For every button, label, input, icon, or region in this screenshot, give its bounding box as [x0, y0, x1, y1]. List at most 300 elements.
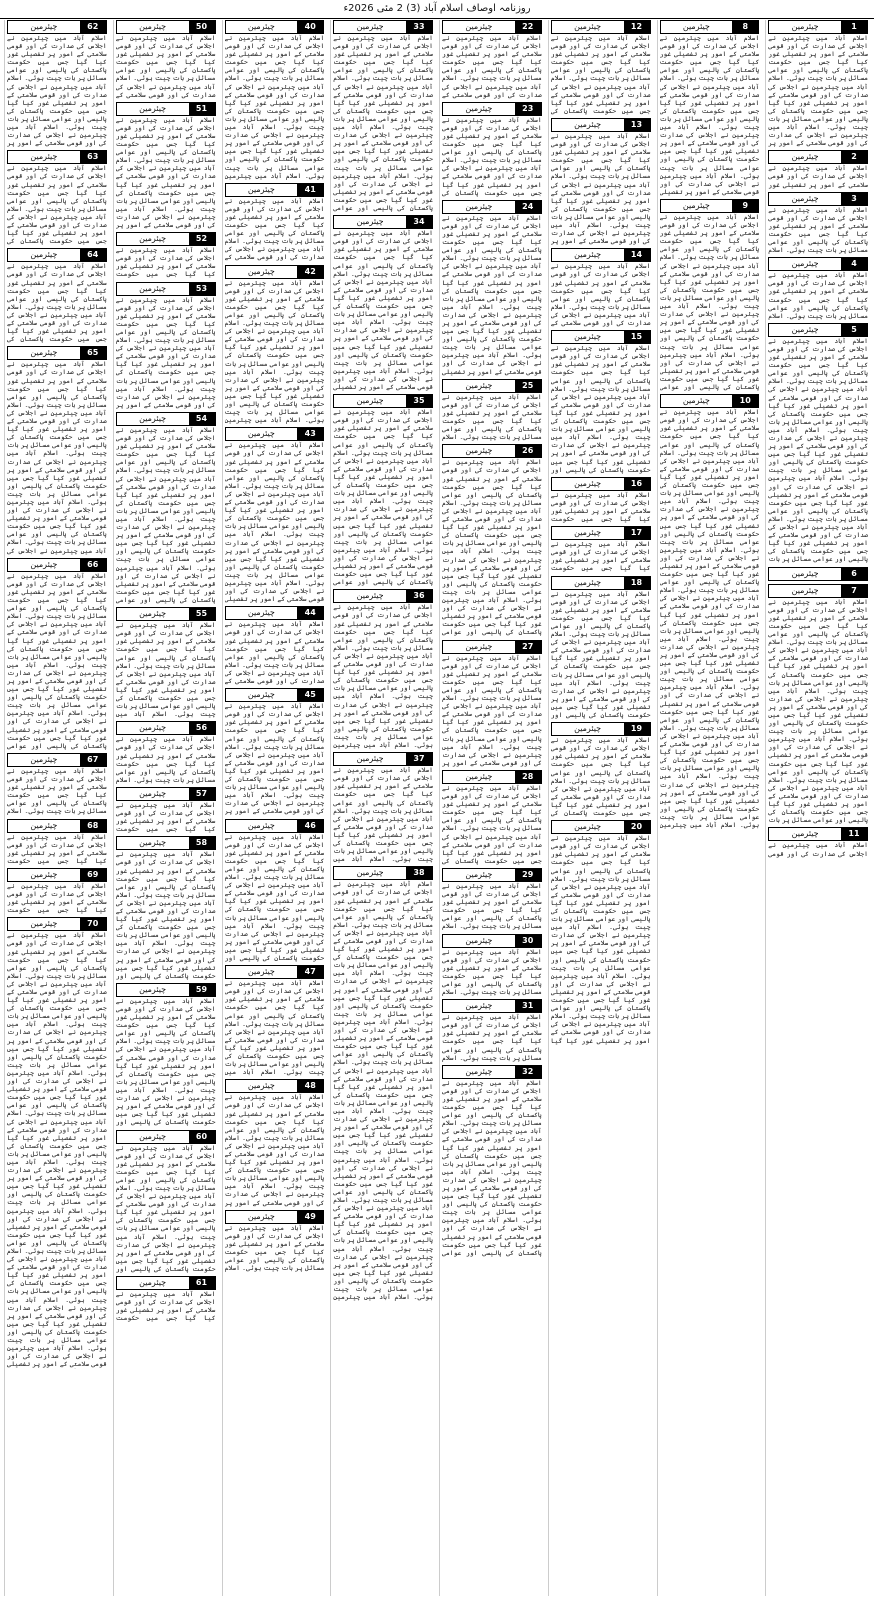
article-number: 3 — [841, 193, 867, 205]
article-item — [225, 965, 325, 1076]
article-item — [442, 999, 542, 1062]
article-label: چیئرمین — [8, 151, 80, 163]
article-header — [768, 150, 868, 164]
article-item — [7, 346, 107, 554]
article-body: اسلام آباد میں چیئرمین نے اجلاس کی صدارت کی اور قومی سلامتی کے امور پر تفصیلی غور کیا گیا جس میں حکومت — [7, 881, 107, 915]
article-number: 68 — [80, 820, 106, 832]
article-item — [225, 183, 325, 262]
article-item — [442, 102, 542, 197]
article-body: اسلام آباد میں چیئرمین نے اجلاس کی صدارت کی اور قومی سلامتی کے امور پر تفصیلی غور کیا گیا جس میں حکومت پاکستان کی پالیسی اور عوامی مسائل پر بات چیت ہوئی۔ اسلام آباد میں چیئرمین نے اجلاس کی صدارت کی اور قومی سلامتی کے امور پر تفصیلی غور کیا گیا جس میں حکومت پاکستان کی — [550, 34, 651, 115]
article-body: اسلام آباد میں چیئرمین نے اجلاس کی صدارت کی اور قومی سلامتی کے امور پر تفصیلی غور کیا گیا جس میں حکومت پاکستان کی پالیسی اور عوامی مسائل پر بات چیت ہوئی۔ اسلام آباد میں چیئرمین نے اجلاس کی صدارت کی اور قومی سلامتی کے امور پر تفصیلی غور کیا گیا جس میں حکومت پاکستان کی پالیسی اور عوامی مسائل پر بات چیت ہوئی۔ اسلام آباد میں چیئرمین نے اجلاس کی صدارت کی اور قومی سلامتی کے امور پر — [550, 132, 651, 246]
article-header — [551, 820, 651, 834]
article-label: چیئرمین — [769, 324, 841, 336]
article-number: 17 — [624, 527, 650, 539]
article-item — [551, 722, 651, 817]
article-header — [442, 20, 542, 34]
article-label: چیئرمین — [334, 867, 406, 879]
article-number: 56 — [189, 722, 215, 734]
article-header — [768, 192, 868, 206]
column-8 — [4, 20, 109, 1596]
article-body: اسلام آباد میں چیئرمین نے اجلاس کی صدارت کی اور قومی سلامتی کے امور پر تفصیلی غور کیا گیا جس میں حکومت پاکستان کی پالیسی اور عوامی مسائل پر بات چیت ہوئی۔ اسلام — [7, 766, 107, 816]
article-body: اسلام آباد میں چیئرمین نے اجلاس کی صدارت کی اور قومی سلامتی کے امور پر تفصیلی غور کیا گیا جس میں حکومت پاکستان کی پالیسی اور عوامی مسائل پر بات چیت ہوئی۔ اسلام آباد میں چیئرمین نے اجلاس کی صدارت کی اور قومی سلامتی کے امور پر تفصیلی غور کیا گیا جس میں حکومت پاکستان کی پالیسی اور عوامی مسائل پر بات چیت ہوئی۔ اسلام آباد میں — [224, 979, 325, 1077]
article-label: چیئرمین — [443, 201, 515, 213]
article-body: اسلام آباد میں چیئرمین نے اجلاس کی صدارت کی اور قومی سلامتی کے امور پر تفصیلی غور کیا گیا جس میں حکومت پاکستان کی پالیسی اور عوامی مسائل پر بات چیت ہوئی۔ اسلام — [442, 392, 542, 442]
article-label: چیئرمین — [443, 103, 515, 115]
article-body: اسلام آباد میں چیئرمین نے اجلاس کی صدارت کی اور قومی سلامتی کے امور پر تفصیلی غور کیا گیا جس میں حکومت پاکستان کی پالیسی اور عوامی مسائل پر بات چیت ہوئی۔ اسلام — [768, 271, 868, 320]
article-header — [551, 248, 651, 262]
article-header — [442, 999, 542, 1013]
article-header — [116, 721, 216, 735]
article-item — [551, 248, 651, 327]
article-label: چیئرمین — [334, 395, 406, 407]
article-item — [116, 836, 216, 980]
article-header — [7, 753, 107, 767]
article-number: 15 — [624, 331, 650, 343]
article-item — [116, 412, 216, 604]
article-number: 62 — [80, 21, 106, 33]
article-item — [333, 20, 433, 212]
article-label: چیئرمین — [552, 249, 624, 261]
masthead: روزنامہ اوصاف اسلام آباد (3) 2 مئی 2026ء — [0, 0, 874, 19]
article-item — [551, 20, 651, 115]
article-label: چیئرمین — [661, 395, 733, 407]
article-header — [551, 477, 651, 491]
article-item — [225, 265, 325, 425]
article-number: 18 — [624, 577, 650, 589]
article-header — [442, 379, 542, 393]
article-item — [116, 282, 216, 409]
article-item — [7, 248, 107, 343]
article-item — [116, 983, 216, 1127]
article-item — [442, 444, 542, 636]
article-header — [333, 866, 433, 880]
article-body: اسلام آباد میں چیئرمین نے اجلاس کی صدارت کی اور قومی سلامتی کے امور پر تفصیلی غور کیا گیا جس میں حکومت پاکستان کی پالیسی اور عوامی مسائل پر بات چیت ہوئی۔ اسلام — [442, 947, 542, 997]
article-body: اسلام آباد میں چیئرمین نے اجلاس کی صدارت کی اور قومی سلامتی کے امور پر تفصیلی غور کیا گیا جس میں حکومت پاکستان کی پالیسی اور عوامی مسائل پر بات چیت ہوئی۔ اسلام آباد میں چیئرمین نے اجلاس کی صدارت کی اور قومی سلامتی کے امور پر تفصیلی غور کیا گیا جس میں حکومت پاکستان کی پالیسی اور عوامی مسائل پر بات چیت ہوئی۔ اسلام آباد میں چیئرمین نے اجلاس کی صدارت کی اور قومی سلامتی کے امور پر تفصیلی غور کیا گیا جس میں حکومت پاکستان کی پالیسی اور — [224, 832, 325, 962]
article-body: اسلام آباد میں چیئرمین نے اجلاس کی صدارت کی اور قومی سلامتی کے امور پر تفصیلی غور کیا گیا جس میں حکومت پاکستان کی پالیسی اور عوامی مسائل پر بات چیت ہوئی۔ اسلام آباد میں چیئرمین نے اجلاس کی صدارت کی اور قومی سلامتی کے امور پر تفصیلی غور کیا گیا جس میں حکومت پاکستان کی پالیسی اور عوامی مسائل پر بات چیت ہوئی۔ اسلام آباد میں چیئرمین نے اجلاس کی صدارت کی اور قومی سلامتی کے امور پر تفصیلی غور کیا گیا جس میں حکومت پاکستان کی پالیسی اور عوامی مسائل پر بات چیت ہوئی۔ اسلام آباد میں چیئرمین نے اجلاس کی صدارت کی اور قومی سلامتی کے امور پر تفصیلی غور کیا گیا جس میں حکومت پاکستان کی پالیسی اور عوامی مسائل پر بات چیت ہوئی۔ اسلام آباد میں چیئرمین نے اجلاس کی صدارت کی اور قومی سلامتی کے امور پر تفصیلی غور کیا گیا جس میں حکومت پاکستان کی پالیسی اور عوامی مسائل پر بات چیت ہوئی۔ اسلام آباد میں چیئرمین نے اجلاس کی صدارت کی اور قومی سلامتی کے امور پر تفصیلی غور کیا گیا جس میں حکومت پاکستان کی پالیسی اور عوامی مسائل پر بات چیت ہوئی۔ اسلام آباد میں چیئرمین نے اجلاس کی صدارت کی اور قومی سلامتی کے امور پر تفصیلی غور کیا گیا جس میں حکومت پاکستان کی پالیسی اور عوامی مسائل پر بات چیت ہوئی۔ اسلام آباد میں چیئرمین نے اجلاس کی صدارت کی اور قومی سلامتی کے امور پر تفصیلی غور کیا گیا جس میں حکومت پاکستان کی پالیسی اور عوامی مسائل پر بات چیت ہوئی۔ اسلام آباد میں چیئرمین نے اجلاس کی صدارت کی اور قومی سلامتی کے امور پر تفصیلی غور کیا گیا جس میں حکومت پاکستان کی پالیسی اور عوامی مسائل پر بات چیت ہوئی۔ اسلام آباد میں چیئرمین — [659, 408, 760, 829]
article-header — [333, 215, 433, 229]
article-body: اسلام آباد میں چیئرمین نے اجلاس کی صدارت کی اور قومی سلامتی کے امور پر تفصیلی غور کیا گیا جس میں حکومت پاکستان کی پالیسی اور عوامی مسائل پر بات چیت ہوئی۔ اسلام آباد میں چیئرمین نے اجلاس کی صدارت کی اور قومی سلامتی کے امور پر تفصیلی غور کیا گیا جس میں حکومت پاکستان کی پالیسی اور عوامی مسائل پر بات چیت ہوئی۔ اسلام آباد میں — [333, 766, 433, 864]
article-body: اسلام آباد میں چیئرمین نے اجلاس کی صدارت کی اور قومی سلامتی کے امور پر تفصیلی غور کیا گیا جس میں حکومت پاکستان کی پالیسی اور عوامی مسائل پر بات چیت ہوئی۔ اسلام آباد میں چیئرمین نے اجلاس کی صدارت کی اور قومی سلامتی کے امور پر تفصیلی غور کیا گیا جس میں حکومت پاکستان کی پالیسی اور عوامی مسائل پر بات چیت ہوئی۔ اسلام آباد میں چیئرمین نے اجلاس کی صدارت کی اور قومی سلامتی کے امور پر — [224, 1093, 325, 1207]
article-body: اسلام آباد میں چیئرمین نے اجلاس کی صدارت کی اور قومی سلامتی کے امور پر تفصیلی غور کیا گیا جس میں حکومت پاکستان کی پالیسی اور عوامی مسائل پر بات چیت ہوئی۔ اسلام آباد میں چیئرمین نے اجلاس کی صدارت کی اور قومی سلامتی کے امور پر تفصیلی غور کیا گیا جس میں حکومت پاکستان کی پالیسی اور عوامی مسائل پر بات چیت ہوئی۔ اسلام آباد میں چیئرمین نے اجلاس کی صدارت کی اور قومی سلامتی کے امور پر — [768, 34, 868, 148]
article-label: چیئرمین — [552, 21, 624, 33]
article-label: چیئرمین — [552, 527, 624, 539]
article-number: 19 — [624, 723, 650, 735]
article-header — [333, 20, 433, 34]
article-header — [333, 589, 433, 603]
article-number: 63 — [80, 151, 106, 163]
article-item — [225, 1079, 325, 1206]
article-number: 58 — [189, 837, 215, 849]
article-label: چیئرمین — [8, 918, 80, 930]
article-item — [660, 20, 760, 196]
article-header — [116, 20, 216, 34]
article-item — [333, 215, 433, 391]
article-header — [7, 20, 107, 34]
newspaper-page — [4, 20, 870, 1596]
article-label: چیئرمین — [443, 1000, 515, 1012]
article-label: چیئرمین — [117, 103, 189, 115]
article-item — [333, 394, 433, 586]
article-number: 57 — [189, 788, 215, 800]
article-number: 44 — [297, 607, 323, 619]
article-item — [225, 1210, 325, 1273]
article-number: 33 — [406, 21, 432, 33]
article-header — [768, 257, 868, 271]
article-number: 25 — [515, 380, 541, 392]
article-header — [660, 199, 760, 213]
article-item — [768, 20, 868, 147]
article-body: اسلام آباد میں چیئرمین نے اجلاس کی صدارت کی اور قومی سلامتی کے امور پر تفصیلی غور کیا گیا جس میں حکومت پاکستان کی پالیسی اور عوامی مسائل پر بات چیت ہوئی۔ اسلام آباد میں چیئرمین نے اجلاس کی صدارت کی اور قومی سلامتی کے امور پر تفصیلی غور کیا گیا جس میں حکومت پاکستان کی پالیسی اور عوامی مسائل پر بات چیت ہوئی۔ اسلام آباد میں چیئرمین نے اجلاس کی صدارت کی اور قومی سلامتی کے امور پر تفصیلی غور کیا گیا جس میں حکومت پاکستان کی پالیسی اور عوامی مسائل پر بات چیت ہوئی۔ اسلام آباد میں چیئرمین نے اجلاس کی صدارت کی اور قومی سلامتی کے امور پر تفصیلی غور کیا گیا جس میں حکومت پاکستان کی پالیسی اور عوامی مسائل پر بات چیت ہوئی۔ اسلام آباد میں چیئرمین نے اجلاس کی صدارت کی اور قومی سلامتی کے امور پر تفصیلی غور کیا گیا جس میں حکومت پاکستان کی پالیسی اور عوامی مسائل پر بات چیت ہوئی۔ اسلام آباد میں چیئرمین نے اجلاس کی صدارت کی اور قومی سلامتی کے امور پر تفصیلی غور کیا گیا جس میں حکومت پاکستان کی پالیسی اور عوامی مسائل پر بات چیت ہوئی۔ اسلام آباد میں چیئرمین نے اجلاس کی صدارت کی اور قومی سلامتی کے امور پر تفصیلی غور کیا گیا جس میں حکومت پاکستان کی پالیسی اور عوامی مسائل پر بات چیت ہوئی۔ اسلام آباد میں چیئرمین نے اجلاس کی صدارت کی اور قومی سلامتی کے امور پر تفصیلی غور کیا گیا جس میں حکومت پاکستان کی پالیسی اور عوامی مسائل پر بات چیت ہوئی۔ اسلام آباد میں چیئرمین نے اجلاس کی صدارت کی اور قومی سلامتی کے امور پر تفصیلی غور کیا گیا جس میں حکومت پاکستان کی پالیسی اور عوامی مسائل پر بات چیت ہوئی۔ اسلام آباد میں چیئرمین نے اجلاس کی صدارت کی اور قومی سلامتی کے امور پر تفصیلی — [7, 931, 107, 1369]
article-body: اسلام آباد میں چیئرمین نے اجلاس کی صدارت کی اور قومی سلامتی کے امور پر تفصیلی غور کیا گیا جس میں حکومت پاکستان کی پالیسی اور عوامی مسائل پر بات چیت ہوئی۔ اسلام — [115, 735, 216, 784]
article-body: اسلام آباد میں چیئرمین نے اجلاس کی صدارت کی اور قومی سلامتی کے امور پر تفصیلی غور کیا گیا جس میں حکومت پاکستان کی پالیسی اور عوامی مسائل پر بات چیت ہوئی۔ اسلام آباد میں چیئرمین نے اجلاس کی صدارت کی اور قومی سلامتی کے امور پر تفصیلی غور کیا گیا جس میں حکومت پاکستان کی پالیسی اور عوامی مسائل پر بات چیت ہوئی۔ اسلام آباد میں چیئرمین نے اجلاس کی صدارت کی اور قومی سلامتی کے امور پر تفصیلی غور کیا گیا جس میں حکومت پاکستان کی پالیسی اور — [115, 850, 216, 980]
article-label: چیئرمین — [226, 820, 298, 832]
article-number: 28 — [515, 771, 541, 783]
article-number: 51 — [189, 103, 215, 115]
article-number: 49 — [297, 1211, 323, 1223]
article-header — [116, 983, 216, 997]
article-item — [116, 607, 216, 718]
article-label: چیئرمین — [552, 821, 624, 833]
article-number: 37 — [406, 753, 432, 765]
article-label: چیئرمین — [226, 607, 298, 619]
article-number: 12 — [624, 21, 650, 33]
article-number: 26 — [515, 445, 541, 457]
article-number: 69 — [80, 869, 106, 881]
article-header — [225, 265, 325, 279]
article-item — [768, 150, 868, 188]
article-label: چیئرمین — [661, 200, 733, 212]
article-label: چیئرمین — [226, 428, 298, 440]
article-item — [116, 1130, 216, 1274]
article-header — [7, 868, 107, 882]
article-item — [768, 827, 868, 857]
article-item — [225, 688, 325, 815]
article-item — [768, 567, 868, 581]
article-label: چیئرمین — [8, 754, 80, 766]
article-header — [442, 640, 542, 654]
article-number: 9 — [732, 200, 758, 212]
article-label: چیئرمین — [552, 723, 624, 735]
article-item — [551, 330, 651, 474]
article-number: 55 — [189, 608, 215, 620]
article-number: 46 — [297, 820, 323, 832]
article-label: چیئرمین — [443, 21, 515, 33]
article-label: چیئرمین — [443, 935, 515, 947]
article-number: 52 — [189, 233, 215, 245]
article-body: اسلام آباد میں چیئرمین نے اجلاس کی صدارت کی اور قومی سلامتی کے امور پر تفصیلی غور کیا گیا جس میں حکومت پاکستان کی پالیسی اور عوامی مسائل پر بات چیت ہوئی۔ اسلام — [224, 1223, 325, 1273]
article-item — [551, 118, 651, 245]
article-item — [225, 819, 325, 963]
article-label: چیئرمین — [226, 966, 298, 978]
article-number: 27 — [515, 641, 541, 653]
article-header — [225, 606, 325, 620]
article-header — [225, 819, 325, 833]
article-body: اسلام آباد میں چیئرمین نے اجلاس کی صدارت کی اور قومی سلامتی کے امور پر تفصیلی غور کیا گیا جس میں حکومت پاکستان کی پالیسی اور عوامی مسائل پر بات چیت ہوئی۔ اسلام آباد میں چیئرمین نے اجلاس کی صدارت کی اور قومی سلامتی کے امور پر تفصیلی غور کیا گیا جس میں حکومت پاکستان کی پالیسی اور عوامی مسائل پر بات چیت ہوئی۔ اسلام آباد میں چیئرمین نے اجلاس کی صدارت کی اور قومی سلامتی کے امور پر — [115, 295, 216, 409]
article-label: چیئرمین — [443, 771, 515, 783]
article-label: چیئرمین — [117, 233, 189, 245]
article-label: چیئرمین — [8, 820, 80, 832]
article-number: 10 — [732, 395, 758, 407]
article-label: چیئرمین — [117, 608, 189, 620]
article-header — [225, 1210, 325, 1224]
article-number: 2 — [841, 151, 867, 163]
article-item — [7, 150, 107, 245]
article-label: چیئرمین — [443, 445, 515, 457]
article-item — [116, 787, 216, 833]
article-header — [225, 688, 325, 702]
article-item — [7, 868, 107, 914]
article-header — [225, 1079, 325, 1093]
article-body: اسلام آباد میں چیئرمین نے اجلاس کی صدارت کی اور قومی سلامتی کے امور پر تفصیلی غور کیا گیا جس میں حکومت پاکستان کی پالیسی اور عوامی مسائل پر بات چیت ہوئی۔ اسلام آباد میں چیئرمین نے اجلاس کی صدارت کی اور قومی سلامتی کے — [224, 620, 325, 686]
article-item — [116, 232, 216, 278]
article-label: چیئرمین — [117, 837, 189, 849]
article-label: چیئرمین — [226, 266, 298, 278]
article-label: چیئرمین — [117, 1131, 189, 1143]
article-item — [7, 819, 107, 865]
article-header — [116, 607, 216, 621]
article-label: چیئرمین — [334, 753, 406, 765]
article-body: اسلام آباد میں چیئرمین نے اجلاس کی صدارت کی اور قومی سلامتی کے امور پر تفصیلی غور کیا گیا جس میں حکومت پاکستان کی پالیسی اور عوامی مسائل پر بات چیت ہوئی۔ اسلام آباد میں چیئرمین نے اجلاس کی صدارت کی اور قومی سلامتی کے امور پر تفصیلی غور کیا گیا جس میں حکومت پاکستان کی پالیسی اور عوامی مسائل پر بات چیت ہوئی۔ اسلام آباد میں — [115, 621, 216, 719]
article-body: اسلام آباد میں چیئرمین نے اجلاس کی صدارت کی اور قومی سلامتی کے امور پر تفصیلی غور کیا گیا جس میں حکومت پاکستان کی پالیسی اور عوامی مسائل پر بات چیت ہوئی۔ اسلام آباد میں چیئرمین نے اجلاس کی صدارت کی اور قومی سلامتی کے امور پر تفصیلی غور کیا گیا جس میں حکومت پاکستان کی — [7, 164, 107, 246]
article-body: اسلام آباد میں چیئرمین نے اجلاس کی صدارت کی اور قومی سلامتی کے امور پر تفصیلی غور کیا گیا جس میں حکومت پاکستان کی پالیسی اور عوامی مسائل پر بات چیت ہوئی۔ اسلام آباد میں چیئرمین نے اجلاس کی صدارت کی اور قومی سلامتی کے امور پر تفصیلی غور کیا گیا جس میں حکومت پاکستان کی پالیسی اور عوامی مسائل پر بات چیت ہوئی۔ اسلام آباد میں چیئرمین نے اجلاس کی صدارت کی اور قومی سلامتی کے امور پر تفصیلی غور کیا گیا جس میں حکومت پاکستان کی پالیسی اور عوامی مسائل پر بات چیت ہوئی۔ اسلام آباد میں چیئرمین — [224, 278, 325, 425]
article-header — [225, 183, 325, 197]
article-number: 6 — [841, 568, 867, 580]
article-number: 11 — [841, 828, 867, 840]
article-body: اسلام آباد میں چیئرمین نے اجلاس کی صدارت کی اور قومی سلامتی کے امور پر تفصیلی غور کیا گیا جس میں حکومت پاکستان کی پالیسی اور عوامی مسائل پر بات چیت ہوئی۔ اسلام آباد میں چیئرمین نے اجلاس کی صدارت کی اور قومی سلامتی کے امور پر تفصیلی غور کیا گیا جس میں حکومت پاکستان کی — [7, 262, 107, 344]
article-item — [660, 199, 760, 391]
article-header — [768, 20, 868, 34]
article-label: چیئرمین — [117, 283, 189, 295]
article-number: 35 — [406, 395, 432, 407]
article-number: 23 — [515, 103, 541, 115]
article-label: چیئرمین — [769, 568, 841, 580]
article-item — [660, 394, 760, 829]
article-body: اسلام آباد میں چیئرمین نے اجلاس کی صدارت کی اور قومی سلامتی کے امور پر تفصیلی غور کیا گیا جس میں حکومت پاکستان کی پالیسی اور عوامی مسائل پر بات چیت ہوئی۔ اسلام — [442, 881, 542, 931]
article-body: اسلام آباد میں چیئرمین نے اجلاس کی صدارت کی اور قومی سلامتی کے امور پر تفصیلی غور — [768, 164, 868, 189]
article-number: 60 — [189, 1131, 215, 1143]
article-body: اسلام آباد میں چیئرمین نے اجلاس کی صدارت کی اور قومی سلامتی کے امور پر تفصیلی غور کیا گیا جس میں حکومت پاکستان کی پالیسی اور عوامی مسائل پر بات چیت ہوئی۔ اسلام آباد میں چیئرمین نے اجلاس کی صدارت کی اور قومی سلامتی کے — [224, 196, 325, 262]
article-body: اسلام آباد میں چیئرمین نے اجلاس کی صدارت کی اور قومی سلامتی کے امور پر تفصیلی غور کیا گیا جس میں حکومت پاکستان کی پالیسی اور عوامی مسائل پر بات چیت ہوئی۔ اسلام آباد میں چیئرمین نے اجلاس کی صدارت کی اور قومی سلامتی کے امور پر تفصیلی غور کیا گیا جس میں حکومت پاکستان کی پالیسی اور عوامی مسائل پر بات چیت ہوئی۔ اسلام آباد میں چیئرمین نے اجلاس کی صدارت کی اور قومی سلامتی کے امور پر تفصیلی غور کیا گیا جس میں حکومت پاکستان کی پالیسی اور عوامی مسائل پر بات چیت ہوئی۔ اسلام آباد میں چیئرمین نے اجلاس کی صدارت کی اور قومی سلامتی کے امور پر تفصیلی غور کیا گیا جس میں حکومت پاکستان کی پالیسی اور عوامی — [442, 1078, 542, 1257]
column-3 — [548, 20, 653, 1596]
article-header — [116, 1130, 216, 1144]
article-number: 30 — [515, 935, 541, 947]
article-item — [7, 917, 107, 1368]
article-number: 13 — [624, 119, 650, 131]
article-number: 43 — [297, 428, 323, 440]
article-body: اسلام آباد میں چیئرمین نے اجلاس کی صدارت کی اور قومی سلامتی کے امور پر تفصیلی غور کیا گیا جس میں حکومت پاکستان کی پالیسی اور عوامی مسائل پر بات چیت ہوئی۔ اسلام آباد میں چیئرمین نے اجلاس کی صدارت کی اور قومی سلامتی کے امور پر تفصیلی غور کیا گیا جس میں حکومت پاکستان کی پالیسی اور عوامی مسائل پر بات چیت ہوئی۔ اسلام آباد میں چیئرمین نے اجلاس کی صدارت کی اور قومی سلامتی کے امور پر تفصیلی غور کیا گیا جس میں حکومت پاکستان کی پالیسی اور — [115, 996, 216, 1127]
article-label: چیئرمین — [117, 1277, 189, 1289]
article-body: اسلام آباد میں چیئرمین نے اجلاس کی صدارت کی اور قومی سلامتی کے امور پر تفصیلی غور کیا گیا جس میں حکومت پاکستان کی پالیسی اور عوامی مسائل پر بات چیت ہوئی۔ اسلام — [442, 1013, 542, 1062]
article-number: 31 — [515, 1000, 541, 1012]
article-label: چیئرمین — [334, 21, 406, 33]
article-label: چیئرمین — [226, 1080, 298, 1092]
article-label: چیئرمین — [117, 21, 189, 33]
article-item — [225, 20, 325, 180]
article-header — [551, 118, 651, 132]
article-number: 29 — [515, 869, 541, 881]
article-number: 66 — [80, 559, 106, 571]
article-item — [768, 257, 868, 320]
article-number: 53 — [189, 283, 215, 295]
article-header — [333, 752, 433, 766]
article-header — [768, 827, 868, 841]
article-label: چیئرمین — [769, 828, 841, 840]
article-label: چیئرمین — [117, 722, 189, 734]
article-label: چیئرمین — [443, 380, 515, 392]
article-item — [116, 102, 216, 229]
article-body: اسلام آباد میں چیئرمین نے اجلاس کی صدارت کی اور قومی سلامتی کے امور پر تفصیلی غور کیا گیا جس میں حکومت پاکستان کی پالیسی اور عوامی مسائل پر بات چیت ہوئی۔ اسلام آباد میں چیئرمین نے اجلاس کی صدارت کی اور قومی سلامتی کے امور پر تفصیلی غور کیا گیا جس میں حکومت پاکستان کی پالیسی اور عوامی مسائل پر بات چیت ہوئی۔ اسلام آباد میں چیئرمین نے اجلاس کی صدارت کی اور قومی سلامتی کے امور پر — [115, 115, 216, 230]
article-label: چیئرمین — [8, 559, 80, 571]
article-label: چیئرمین — [552, 577, 624, 589]
article-label: چیئرمین — [769, 21, 841, 33]
article-header — [768, 323, 868, 337]
article-body: اسلام آباد میں چیئرمین نے اجلاس کی صدارت کی اور قومی سلامتی کے امور پر تفصیلی غور کیا گیا جس میں حکومت پاکستان کی پالیسی اور عوامی مسائل پر بات چیت ہوئی۔ اسلام آباد میں چیئرمین نے اجلاس کی صدارت کی اور قومی سلامتی کے امور پر تفصیلی غور کیا گیا جس میں حکومت پاکستان کی پالیسی اور عوامی مسائل پر بات چیت ہوئی۔ اسلام آباد میں چیئرمین نے اجلاس کی صدارت کی اور قومی سلامتی کے امور پر — [224, 702, 325, 816]
article-label: چیئرمین — [117, 788, 189, 800]
article-header — [442, 200, 542, 214]
article-label: چیئرمین — [661, 21, 733, 33]
article-header — [116, 232, 216, 246]
article-header — [225, 20, 325, 34]
article-body: اسلام آباد میں چیئرمین نے اجلاس کی صدارت کی اور قومی سلامتی کے امور پر تفصیلی غور کیا گیا جس میں حکومت پاکستان کی پالیسی اور عوامی مسائل پر بات چیت ہوئی۔ اسلام آباد میں چیئرمین نے اجلاس کی صدارت کی اور قومی سلامتی کے امور پر تفصیلی غور کیا گیا جس میں حکومت پاکستان کی پالیسی اور عوامی مسائل پر بات چیت ہوئی۔ اسلام آباد میں چیئرمین نے اجلاس کی صدارت کی اور قومی سلامتی کے امور پر تفصیلی غور کیا گیا جس میں حکومت پاکستان کی پالیسی اور عوامی مسائل پر بات چیت ہوئی۔ اسلام آباد میں چیئرمین نے اجلاس کی صدارت کی اور قومی سلامتی کے امور پر تفصیلی غور کیا گیا جس میں حکومت پاکستان کی پالیسی اور عوامی — [333, 34, 433, 212]
article-item — [442, 934, 542, 997]
article-number: 34 — [406, 216, 432, 228]
article-number: 4 — [841, 258, 867, 270]
column-4 — [439, 20, 544, 1596]
article-number: 16 — [624, 478, 650, 490]
article-label: چیئرمین — [769, 258, 841, 270]
article-label: چیئرمین — [443, 641, 515, 653]
article-label: چیئرمین — [226, 1211, 298, 1223]
article-number: 70 — [80, 918, 106, 930]
article-body: اسلام آباد میں چیئرمین نے اجلاس کی صدارت کی اور قومی سلامتی کے امور پر تفصیلی غور کیا گیا جس میں حکومت پاکستان کی پالیسی اور عوامی مسائل پر بات چیت ہوئی۔ اسلام آباد میں چیئرمین نے اجلاس کی صدارت کی اور قومی سلامتی کے امور پر تفصیلی غور کیا گیا جس میں حکومت پاکستان کی پالیسی اور عوامی مسائل پر بات چیت ہوئی۔ اسلام آباد میں چیئرمین نے اجلاس کی صدارت کی اور قومی سلامتی کے امور پر تفصیلی غور کیا گیا جس میں حکومت پاکستان کی پالیسی اور عوامی مسائل پر بات چیت ہوئی۔ اسلام آباد میں چیئرمین نے اجلاس کی صدارت کی اور قومی سلامتی کے امور پر تفصیلی غور کیا گیا جس میں حکومت پاکستان کی پالیسی اور عوامی — [333, 408, 433, 587]
article-label: چیئرمین — [769, 193, 841, 205]
article-header — [660, 394, 760, 408]
article-body: اسلام آباد میں چیئرمین نے اجلاس کی صدارت کی اور قومی سلامتی کے امور پر تفصیلی غور کیا گیا جس میں حکومت پاکستان کی پالیسی اور عوامی مسائل پر بات چیت ہوئی۔ اسلام آباد میں چیئرمین نے اجلاس کی صدارت کی اور قومی سلامتی کے امور پر تفصیلی غور کیا گیا جس میں حکومت پاکستان کی پالیسی اور عوامی مسائل پر بات چیت ہوئی۔ اسلام آباد میں چیئرمین نے اجلاس کی صدارت کی اور قومی سلامتی کے امور پر تفصیلی غور کیا گیا جس میں حکومت پاکستان کی پالیسی اور عوامی مسائل پر بات چیت ہوئی۔ اسلام آباد میں چیئرمین نے اجلاس کی صدارت کی اور قومی سلامتی کے امور پر تفصیلی غور کیا گیا جس میں حکومت پاکستان کی پالیسی اور عوامی — [115, 425, 216, 604]
article-header — [116, 836, 216, 850]
article-item — [333, 866, 433, 1301]
article-label: چیئرمین — [443, 869, 515, 881]
article-body: اسلام آباد میں چیئرمین نے اجلاس کی صدارت کی اور قومی سلامتی کے امور پر تفصیلی غور کیا گیا جس میں حکومت پاکستان کی پالیسی اور عوامی مسائل پر بات چیت ہوئی۔ اسلام آباد میں چیئرمین نے اجلاس کی صدارت کی اور قومی سلامتی کے امور پر تفصیلی غور کیا گیا جس میں حکومت پاکستان کی پالیسی اور عوامی مسائل پر بات چیت ہوئی۔ اسلام آباد میں چیئرمین نے اجلاس کی صدارت کی اور قومی سلامتی کے امور پر تفصیلی غور کیا گیا جس میں حکومت پاکستان کی پالیسی اور عوامی مسائل پر بات چیت ہوئی۔ اسلام آباد میں چیئرمین نے اجلاس کی صدارت کی اور قومی سلامتی کے امور پر تفصیلی غور کیا گیا جس میں حکومت پاکستان کی پالیسی اور عوامی — [659, 213, 760, 391]
article-header — [116, 1276, 216, 1290]
article-number: 61 — [189, 1277, 215, 1289]
article-header — [442, 868, 542, 882]
article-number: 20 — [624, 821, 650, 833]
article-item — [116, 721, 216, 784]
article-number: 14 — [624, 249, 650, 261]
article-body: اسلام آباد میں چیئرمین نے اجلاس کی صدارت کی اور قومی سلامتی کے امور پر تفصیلی غور کیا گیا جس میں حکومت — [115, 800, 216, 834]
article-header — [7, 819, 107, 833]
article-header — [116, 787, 216, 801]
article-body: اسلام آباد میں چیئرمین نے اجلاس کی صدارت کی اور قومی سلامتی کے امور پر تفصیلی غور کیا گیا جس میں حکومت — [115, 246, 216, 279]
article-header — [7, 150, 107, 164]
article-number: 32 — [515, 1066, 541, 1078]
article-number: 41 — [297, 184, 323, 196]
article-number: 59 — [189, 984, 215, 996]
article-header — [442, 934, 542, 948]
article-item — [333, 752, 433, 863]
article-item — [551, 477, 651, 523]
article-body: اسلام آباد میں چیئرمین نے اجلاس کی صدارت کی اور قومی سلامتی کے امور پر تفصیلی غور کیا گیا جس میں حکومت پاکستان کی پالیسی اور عوامی مسائل پر بات چیت ہوئی۔ اسلام آباد میں چیئرمین نے اجلاس کی صدارت کی اور قومی سلامتی کے امور پر تفصیلی غور کیا گیا جس میں حکومت پاکستان کی پالیسی اور عوامی مسائل پر بات چیت ہوئی۔ اسلام آباد میں چیئرمین نے اجلاس کی صدارت کی اور قومی سلامتی کے امور پر تفصیلی غور کیا گیا جس میں حکومت پاکستان کی پالیسی اور — [550, 344, 651, 474]
article-body: اسلام آباد میں چیئرمین نے اجلاس کی صدارت کی اور قومی سلامتی کے امور پر تفصیلی غور کیا گیا جس میں حکومت پاکستان کی پالیسی اور عوامی مسائل پر بات چیت ہوئی۔ اسلام آباد میں چیئرمین نے اجلاس کی صدارت کی اور قومی سلامتی کے امور پر تفصیلی غور کیا گیا جس میں حکومت پاکستان کی پالیسی اور عوامی مسائل پر بات چیت ہوئی۔ اسلام آباد میں چیئرمین نے اجلاس کی صدارت کی اور قومی سلامتی کے امور پر تفصیلی غور کیا گیا جس میں حکومت پاکستان کی پالیسی اور عوامی مسائل پر بات چیت ہوئی۔ اسلام آباد میں چیئرمین — [224, 34, 325, 180]
article-body: اسلام آباد میں چیئرمین نے اجلاس کی صدارت کی اور قومی سلامتی کے امور پر تفصیلی غور کیا گیا جس میں حکومت پاکستان کی پالیسی اور عوامی مسائل پر بات چیت ہوئی۔ اسلام آباد میں چیئرمین نے اجلاس کی صدارت کی اور قومی سلامتی کے امور پر تفصیلی غور کیا گیا جس میں حکومت پاکستان کی پالیسی اور عوامی مسائل پر بات چیت ہوئی۔ اسلام آباد میں چیئرمین نے اجلاس کی صدارت کی اور قومی سلامتی کے امور پر تفصیلی غور کیا گیا جس میں حکومت پاکستان کی پالیسی اور عوامی مسائل پر بات چیت ہوئی۔ اسلام آباد میں چیئرمین نے اجلاس کی صدارت کی اور قومی سلامتی کے امور پر تفصیلی — [442, 213, 542, 376]
article-item — [442, 1065, 542, 1257]
article-number: 36 — [406, 590, 432, 602]
article-item — [116, 20, 216, 99]
article-label: چیئرمین — [117, 984, 189, 996]
article-item — [116, 1276, 216, 1322]
article-label: چیئرمین — [8, 249, 80, 261]
article-label: چیئرمین — [226, 689, 298, 701]
article-number: 22 — [515, 21, 541, 33]
article-header — [442, 1065, 542, 1079]
article-label: چیئرمین — [334, 590, 406, 602]
article-number: 47 — [297, 966, 323, 978]
article-body: اسلام آباد میں چیئرمین نے اجلاس کی صدارت کی اور قومی سلامتی کے امور پر تفصیلی غور کیا گیا جس میں حکومت پاکستان کی پالیسی اور عوامی مسائل پر بات چیت ہوئی۔ اسلام آباد میں چیئرمین نے اجلاس کی صدارت کی اور قومی سلامتی کے امور پر تفصیلی غور کیا گیا جس میں حکومت پاکستان کی پالیسی اور عوامی مسائل پر بات چیت ہوئی۔ اسلام آباد میں چیئرمین نے اجلاس کی صدارت کی اور قومی سلامتی کے امور پر تفصیلی غور کیا گیا جس میں حکومت پاکستان کی پالیسی اور عوامی مسائل پر بات چیت ہوئی۔ اسلام آباد میں چیئرمین نے اجلاس کی صدارت کی اور قومی سلامتی کے امور پر تفصیلی غور کیا گیا جس میں حکومت پاکستان کی پالیسی اور عوامی — [7, 571, 107, 750]
article-label: چیئرمین — [226, 184, 298, 196]
article-label: چیئرمین — [334, 216, 406, 228]
article-item — [442, 379, 542, 442]
article-body: اسلام آباد میں چیئرمین نے اجلاس کی صدارت کی اور قومی سلامتی کے امور پر تفصیلی غور کیا گیا جس میں حکومت پاکستان کی پالیسی اور عوامی مسائل پر بات چیت ہوئی۔ اسلام آباد میں چیئرمین نے اجلاس کی صدارت کی اور قومی سلامتی کے امور پر تفصیلی غور کیا گیا جس میں حکومت پاکستان کی پالیسی اور عوامی مسائل پر بات چیت ہوئی۔ اسلام آباد میں چیئرمین نے اجلاس کی صدارت کی اور قومی سلامتی کے امور پر تفصیلی غور کیا گیا جس میں حکومت پاکستان کی پالیسی اور عوامی مسائل پر بات چیت ہوئی۔ اسلام آباد میں چیئرمین نے اجلاس کی صدارت کی اور قومی سلامتی کے امور پر تفصیلی غور کیا گیا جس میں حکومت پاکستان کی پالیسی اور عوامی مسائل پر بات چیت ہوئی۔ اسلام آباد میں چیئرمین نے اجلاس کی صدارت کی اور قومی سلامتی کے امور پر تفصیلی غور کیا گیا — [550, 834, 651, 1045]
article-body: اسلام آباد میں چیئرمین نے اجلاس کی صدارت کی اور قومی سلامتی کے امور پر تفصیلی غور کیا گیا جس میں حکومت — [7, 832, 107, 865]
article-body: اسلام آباد میں چیئرمین نے اجلاس کی صدارت کی اور قومی سلامتی کے امور پر تفصیلی غور کیا گیا جس میں حکومت پاکستان کی پالیسی اور عوامی مسائل پر بات چیت ہوئی۔ اسلام آباد میں چیئرمین نے اجلاس کی صدارت کی اور قومی سلامتی کے امور پر تفصیلی غور کیا گیا جس میں حکومت پاکستان کی — [442, 115, 542, 197]
article-header — [442, 102, 542, 116]
article-number: 67 — [80, 754, 106, 766]
column-2 — [657, 20, 762, 1596]
article-body: اسلام آباد میں چیئرمین نے اجلاس کی صدارت کی اور قومی سلامتی کے امور پر تفصیلی غور کیا گیا جس میں حکومت پاکستان کی پالیسی اور عوامی مسائل پر بات چیت ہوئی۔ اسلام آباد میں چیئرمین نے اجلاس کی صدارت کی اور قومی سلامتی کے امور پر تفصیلی غور کیا گیا جس میں حکومت پاکستان کی پالیسی اور عوامی مسائل پر بات چیت ہوئی۔ اسلام آباد میں چیئرمین نے اجلاس کی صدارت کی اور قومی سلامتی کے امور پر تفصیلی غور کیا گیا جس میں حکومت پاکستان کی پالیسی اور عوامی مسائل پر بات چیت ہوئی۔ اسلام آباد میں چیئرمین نے اجلاس کی صدارت کی اور قومی سلامتی کے امور پر تفصیلی — [659, 34, 760, 196]
article-body: اسلام آباد میں چیئرمین نے اجلاس کی صدارت کی اور قومی سلامتی کے امور پر تفصیلی غور کیا گیا جس میں حکومت پاکستان کی پالیسی اور عوامی مسائل پر بات چیت ہوئی۔ اسلام آباد میں چیئرمین نے اجلاس کی صدارت کی اور قومی سلامتی کے امور پر تفصیلی غور کیا گیا جس میں حکومت پاکستان کی پالیسی اور عوامی مسائل پر بات چیت ہوئی۔ اسلام آباد میں چیئرمین نے اجلاس کی صدارت کی اور قومی سلامتی کے امور پر تفصیلی غور کیا گیا جس میں حکومت پاکستان کی پالیسی اور عوامی مسائل پر بات چیت ہوئی۔ اسلام آباد میں چیئرمین نے اجلاس کی صدارت کی اور قومی سلامتی کے امور پر تفصیلی غور کیا گیا جس میں حکومت پاکستان کی پالیسی اور عوامی مسائل پر بات چیت ہوئی۔ اسلام آباد میں چیئرمین نے اجلاس کی صدارت کی اور قومی سلامتی کے امور پر تفصیلی غور کیا گیا جس میں حکومت پاکستان کی پالیسی اور عوامی مسائل پر بات چیت ہوئی۔ اسلام آباد میں چیئرمین نے اجلاس کی صدارت کی اور قومی سلامتی کے امور پر تفصیلی غور کیا گیا جس میں حکومت پاکستان کی پالیسی اور عوامی مسائل پر بات چیت ہوئی۔ اسلام آباد میں چیئرمین نے اجلاس کی صدارت کی اور قومی سلامتی کے امور پر تفصیلی غور کیا گیا جس میں حکومت پاکستان کی پالیسی اور عوامی مسائل پر بات چیت ہوئی۔ اسلام آباد میں چیئرمین نے اجلاس کی صدارت کی اور قومی سلامتی کے امور پر تفصیلی غور کیا گیا جس میں حکومت پاکستان کی پالیسی اور عوامی مسائل پر بات چیت ہوئی۔ اسلام آباد میں چیئرمین نے اجلاس کی صدارت کی اور قومی سلامتی کے امور پر تفصیلی غور کیا گیا جس میں حکومت پاکستان کی پالیسی اور عوامی مسائل پر بات چیت ہوئی۔ اسلام آباد میں چیئرمین — [333, 880, 433, 1302]
article-body: اسلام آباد میں چیئرمین نے اجلاس کی صدارت کی اور قومی سلامتی کے امور پر تفصیلی غور کیا گیا جس میں حکومت پاکستان کی پالیسی اور عوامی مسائل پر بات چیت ہوئی۔ اسلام آباد میں چیئرمین نے اجلاس کی صدارت کی اور قومی سلامتی کے — [550, 262, 651, 328]
article-item — [225, 427, 325, 603]
article-item — [551, 576, 651, 720]
article-item — [225, 606, 325, 685]
article-item — [333, 589, 433, 749]
article-label: چیئرمین — [552, 478, 624, 490]
article-body: اسلام آباد میں چیئرمین نے اجلاس کی صدارت کی اور قومی سلامتی کے امور پر تفصیلی غور کیا گیا جس میں حکومت — [550, 490, 651, 524]
article-body: اسلام آباد میں چیئرمین نے اجلاس کی صدارت کی اور قومی سلامتی کے امور پر تفصیلی غور کیا گیا جس میں حکومت پاکستان کی پالیسی اور عوامی مسائل پر بات چیت ہوئی۔ اسلام آباد میں چیئرمین نے اجلاس کی صدارت کی اور قومی سلامتی کے امور پر تفصیلی غور کیا گیا جس میں حکومت پاکستان کی پالیسی اور عوامی مسائل پر بات چیت ہوئی۔ اسلام آباد میں چیئرمین نے اجلاس کی صدارت کی اور قومی سلامتی کے امور پر — [7, 34, 107, 148]
article-item — [551, 820, 651, 1045]
article-body: اسلام آباد میں چیئرمین نے اجلاس کی صدارت کی اور قومی سلامتی کے امور پر تفصیلی غور کیا گیا جس میں حکومت پاکستان کی پالیسی اور عوامی مسائل پر بات چیت ہوئی۔ اسلام آباد میں چیئرمین نے اجلاس کی صدارت کی اور قومی سلامتی کے امور پر تفصیلی غور کیا گیا جس میں حکومت پاکستان کی پالیسی اور عوامی مسائل پر بات چیت ہوئی۔ اسلام آباد میں چیئرمین نے اجلاس کی صدارت کی اور قومی سلامتی کے امور پر تفصیلی غور کیا گیا جس میں حکومت پاکستان کی پالیسی اور عوامی مسائل پر بات چیت ہوئی۔ اسلام آباد میں چیئرمین نے اجلاس کی صدارت کی اور قومی سلامتی کے امور پر تفصیلی غور کیا گیا جس میں حکومت پاکستان کی پالیسی اور عوامی مسائل پر بات چیت ہوئی۔ اسلام آباد میں چیئرمین نے اجلاس کی — [7, 360, 107, 555]
article-label: چیئرمین — [117, 413, 189, 425]
article-body: اسلام آباد میں چیئرمین نے اجلاس کی صدارت کی اور قومی سلامتی کے امور پر تفصیلی غور کیا گیا جس میں حکومت پاکستان کی پالیسی اور عوامی مسائل پر بات چیت ہوئی۔ اسلام آباد میں چیئرمین نے اجلاس کی صدارت کی اور قومی سلامتی کے — [442, 34, 542, 99]
article-item — [551, 526, 651, 572]
article-number: 45 — [297, 689, 323, 701]
article-label: چیئرمین — [226, 21, 298, 33]
article-number: 5 — [841, 324, 867, 336]
article-header — [551, 722, 651, 736]
article-label: چیئرمین — [8, 21, 80, 33]
article-header — [442, 770, 542, 784]
article-body: اسلام آباد میں چیئرمین نے اجلاس کی صدارت کی اور قومی سلامتی کے امور پر تفصیلی غور کیا گیا جس میں حکومت پاکستان کی پالیسی اور عوامی مسائل پر بات چیت ہوئی۔ اسلام آباد میں چیئرمین نے اجلاس کی صدارت کی اور قومی سلامتی کے امور پر تفصیلی غور کیا گیا جس میں حکومت پاکستان کی پالیسی اور عوامی مسائل پر بات چیت ہوئی۔ اسلام آباد میں چیئرمین نے اجلاس کی صدارت کی اور قومی سلامتی کے امور پر — [442, 653, 542, 767]
article-label: چیئرمین — [8, 869, 80, 881]
article-item — [7, 753, 107, 816]
article-number: 48 — [297, 1080, 323, 1092]
article-item — [7, 558, 107, 750]
article-header — [225, 965, 325, 979]
article-label: چیئرمین — [443, 1066, 515, 1078]
article-item — [768, 323, 868, 564]
article-label: چیئرمین — [552, 331, 624, 343]
article-item — [7, 20, 107, 147]
column-5 — [330, 20, 435, 1596]
article-body: اسلام آباد میں چیئرمین نے اجلاس کی صدارت کی اور قومی سلامتی کے امور پر تفصیلی غور کیا گیا جس میں حکومت پاکستان کی پالیسی اور عوامی مسائل پر بات چیت ہوئی۔ اسلام آباد میں چیئرمین نے اجلاس کی صدارت کی اور قومی سلامتی کے امور پر تفصیلی غور کیا گیا جس میں حکومت پاکستان کی پالیسی اور عوامی مسائل پر بات چیت ہوئی۔ اسلام آباد میں چیئرمین نے اجلاس کی صدارت کی اور قومی سلامتی کے امور پر تفصیلی غور کیا گیا جس میں حکومت پاکستان کی پالیسی اور عوامی مسائل پر بات چیت ہوئی۔ اسلام آباد میں چیئرمین — [333, 603, 433, 749]
article-number: 24 — [515, 201, 541, 213]
article-header — [7, 917, 107, 931]
article-number: 8 — [732, 21, 758, 33]
article-header — [442, 444, 542, 458]
article-header — [7, 346, 107, 360]
article-header — [333, 394, 433, 408]
article-number: 65 — [80, 347, 106, 359]
